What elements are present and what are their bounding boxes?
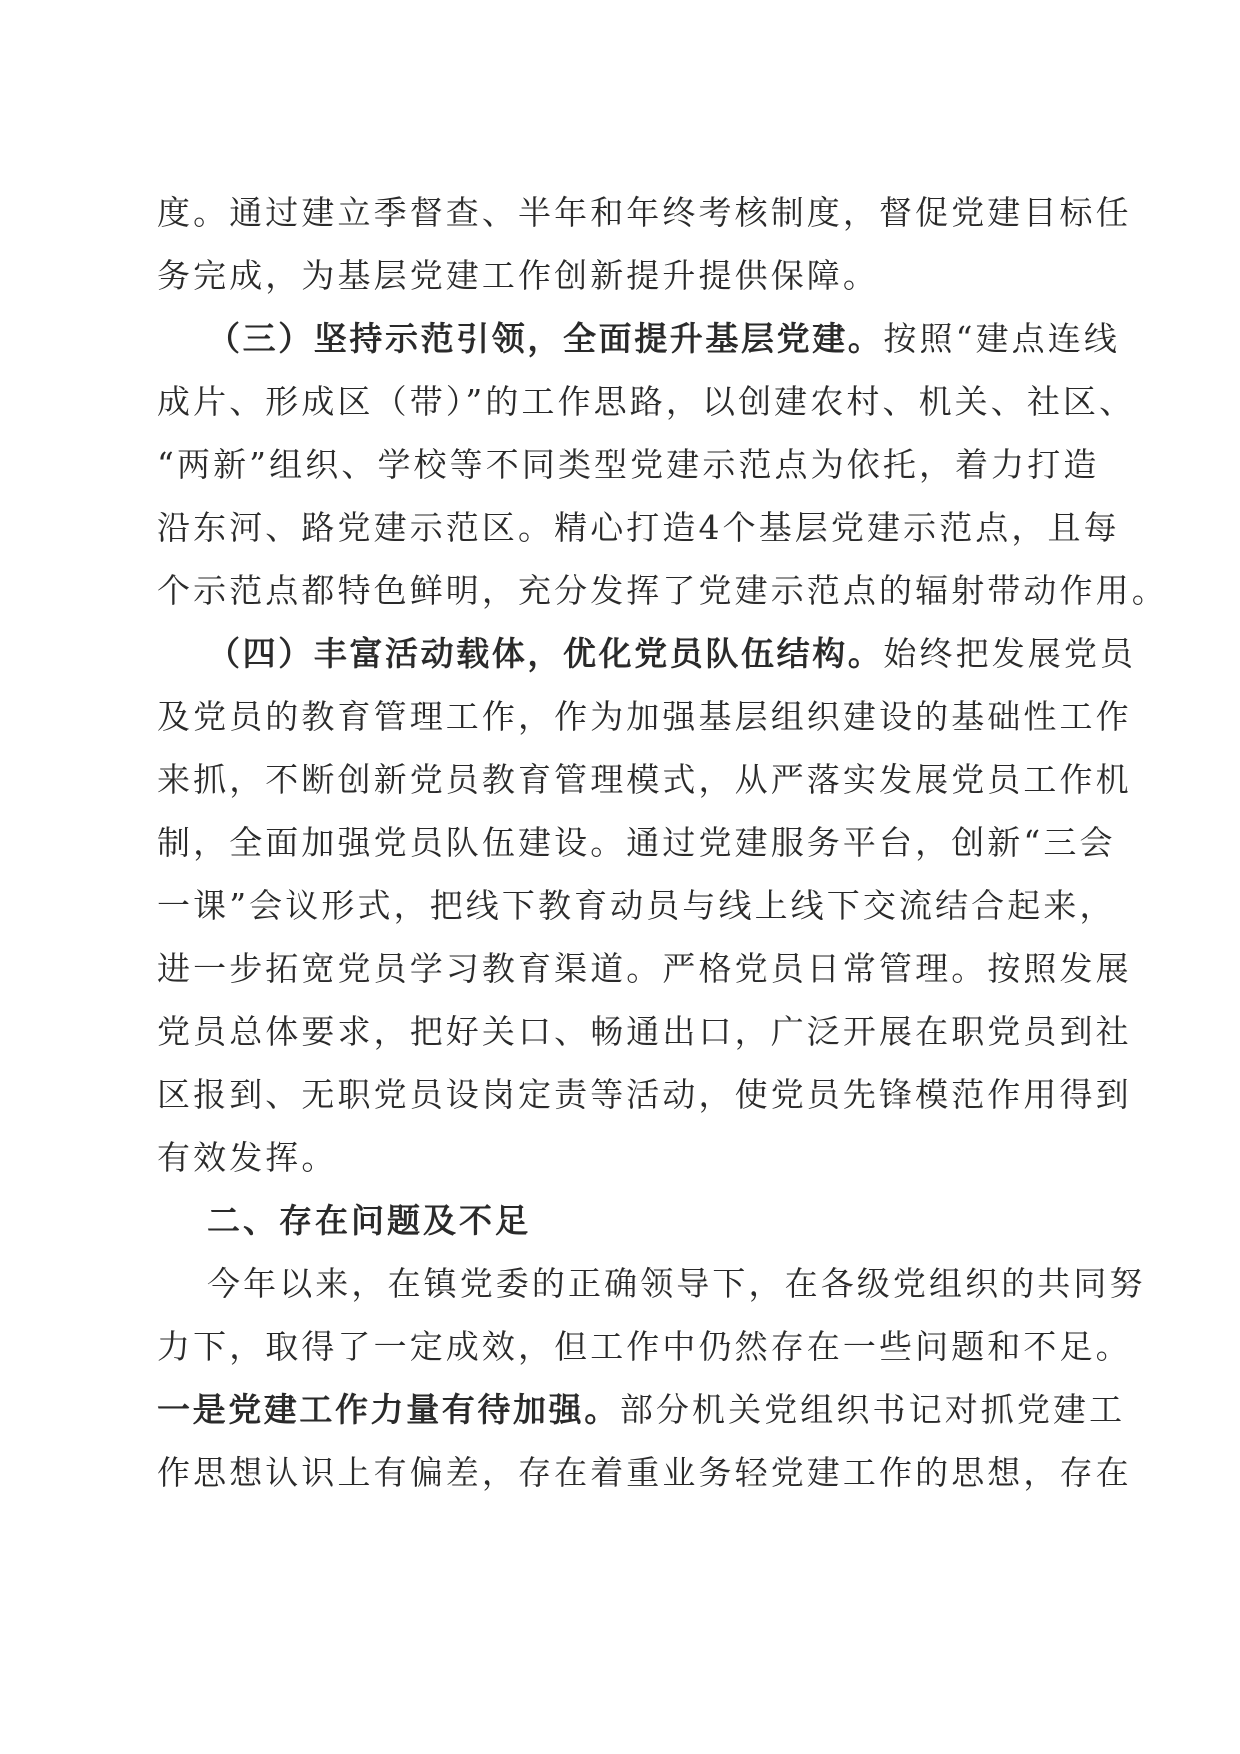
text-line: [157, 1075, 1132, 1115]
section-heading-two: [207, 1201, 1097, 1241]
text-span: 一课”会议形式，把线下教育动员与线上线下交流结合起来，: [157, 886, 1116, 925]
text-span: 始终把发展党员: [883, 634, 1137, 673]
text-line: [157, 1390, 1126, 1430]
text-span: 制，全面加强党员队伍建设。通过党建服务平台，创新“三会: [157, 823, 1116, 862]
section-heading-four: [207, 634, 1137, 674]
text-span: 按照“建点连线: [883, 319, 1120, 358]
text-line: [157, 697, 1132, 737]
text-span: 区报到、无职党员设岗定责等活动，使党员先锋模范作用得到: [157, 1075, 1132, 1114]
text-line: [157, 1453, 1132, 1493]
text-span: 成片、形成区（带）”的工作思路，以创建农村、机关、社区、: [157, 382, 1136, 421]
text-line: [157, 760, 1132, 800]
text-span: 力下，取得了一定成效，但工作中仍然存在一些问题和不足。: [157, 1327, 1132, 1366]
text-line: [157, 508, 1120, 548]
text-line: [157, 445, 1100, 485]
heading-text: 二、存在问题及不足: [207, 1201, 531, 1240]
text-span: 及党员的教育管理工作，作为加强基层组织建设的基础性工作: [157, 697, 1132, 736]
text-line: [207, 1264, 1146, 1304]
bold-lead-text: （三）坚持示范引领，全面提升基层党建。: [207, 319, 884, 358]
section-heading-three: [207, 319, 1120, 359]
text-line: [157, 193, 1132, 233]
text-span: “两新”组织、学校等不同类型党建示范点为依托，着力打造: [157, 445, 1100, 484]
text-span: 沿东河、路党建示范区。精心打造4个基层党建示范点，且每: [157, 508, 1120, 547]
text-span: 进一步拓宽党员学习教育渠道。严格党员日常管理。按照发展: [157, 949, 1132, 988]
text-span: 作思想认识上有偏差，存在着重业务轻党建工作的思想，存在: [157, 1453, 1132, 1492]
bold-lead-text: （四）丰富活动载体，优化党员队伍结构。: [207, 634, 884, 673]
text-line: [157, 382, 1136, 422]
text-span: 有效发挥。: [157, 1138, 338, 1177]
text-span: 来抓，不断创新党员教育管理模式，从严落实发展党员工作机: [157, 760, 1132, 799]
text-span: 部分机关党组织书记对抓党建工: [619, 1390, 1126, 1429]
text-span: 个示范点都特色鲜明，充分发挥了党建示范点的辐射带动作用。: [157, 571, 1168, 610]
text-span: 度。通过建立季督查、半年和年终考核制度，督促党建目标任: [157, 193, 1132, 232]
text-line: [157, 949, 1132, 989]
bold-lead-text: 一是党建工作力量有待加强。: [157, 1390, 620, 1429]
text-span: 今年以来，在镇党委的正确领导下，在各级党组织的共同努: [207, 1264, 1146, 1303]
text-line: [157, 571, 1168, 611]
text-line: [157, 886, 1116, 926]
text-line: [157, 1138, 1097, 1178]
text-line: [157, 256, 1097, 296]
text-line: [157, 1012, 1132, 1052]
text-span: 党员总体要求，把好关口、畅通出口，广泛开展在职党员到社: [157, 1012, 1132, 1051]
text-line: [157, 1327, 1132, 1367]
text-line: [157, 823, 1116, 863]
text-span: 务完成，为基层党建工作创新提升提供保障。: [157, 256, 879, 295]
